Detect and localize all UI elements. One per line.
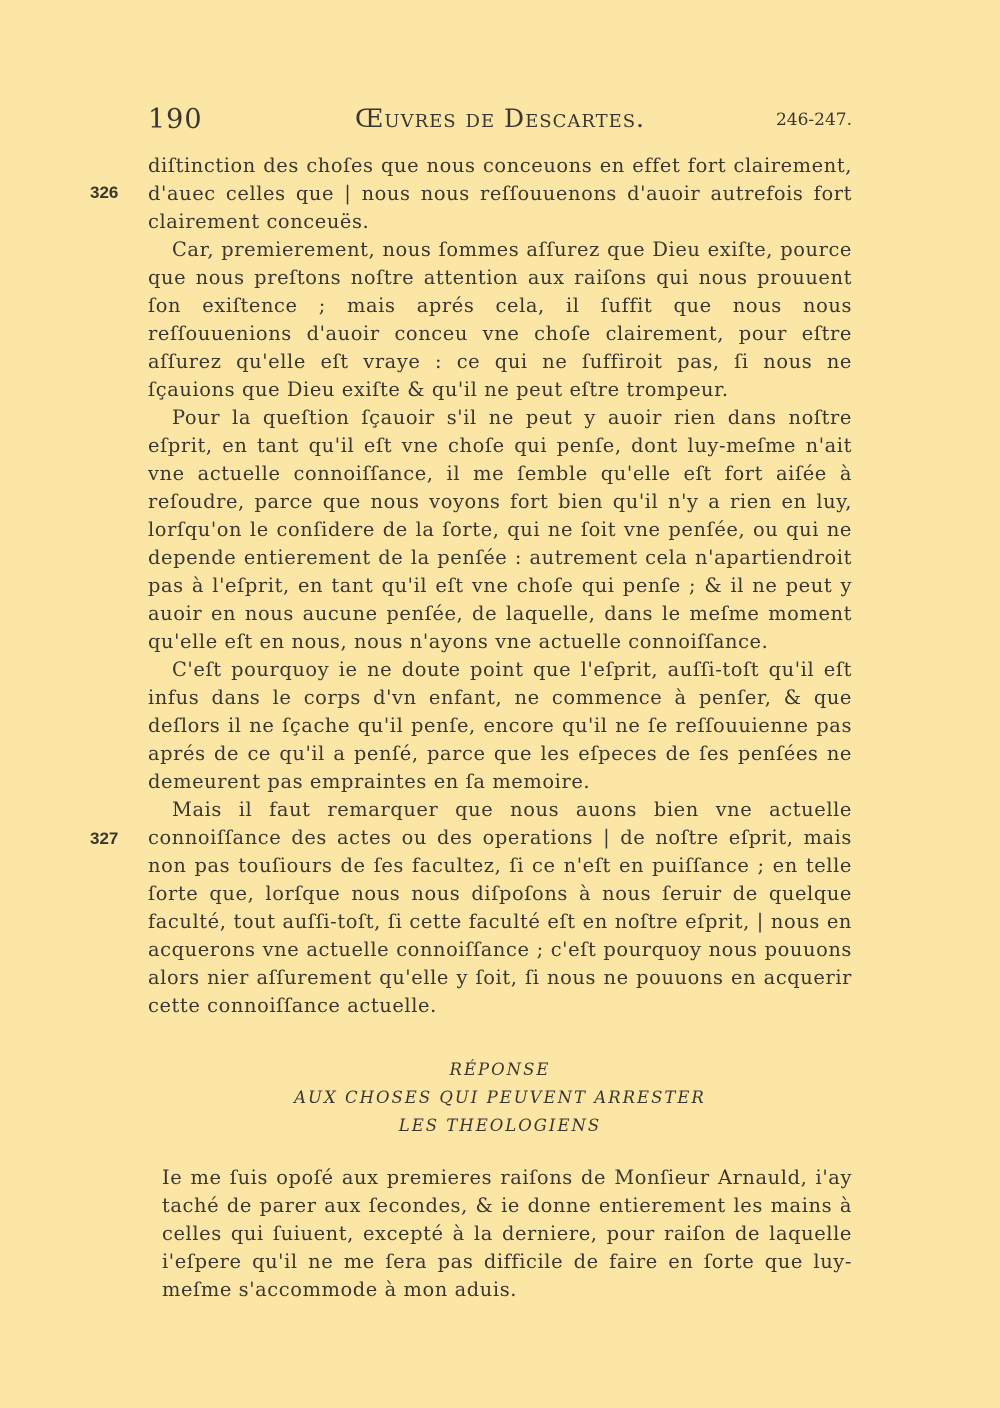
section-heading-line: AUX CHOSES QUI PEUVENT ARRESTER [294, 1088, 706, 1107]
paragraph: Pour la queſtion ſçauoir s'il ne peut y auoir rien dans noſtre eſprit, en tant qu'il eſt vne choſe qui penſe, dont luy-meſme n'ait vne actuelle connoiſſance, il me ſemble qu'elle eſt fort aiſée à reſoudre, parce que nous voyons fort bien qu'il n'y a rien en luy, lorſqu'on le conſidere de la ſorte, qui ne ſoit vne penſée, ou qui ne depende entierement de la penſée : autrement cela n'apartiendroit pas à l'eſprit, en tant qu'il eſt vne choſe qui penſe ; & il ne peut y auoir en nous aucune penſée, de laquelle, dans le meſme moment qu'elle eſt en nous, nous n'ayons vne actuelle connoiſſance. [148, 406, 852, 653]
main-text [148, 152, 852, 1020]
paragraph: Car, premierement, nous ſommes aſſurez que Dieu exiſte, pource que nous preſtons noſtre attention aux raiſons qui nous prouuent ſon exiſtence ; mais aprés cela, il ſuffit que nous nous reſſouuenions d'auoir conceu vne choſe clairement, pour eſtre aſſurez qu'elle eſt vraye : ce qui ne ſuffiroit pas, ſi nous ne ſçauions que Dieu exiſte & qu'il ne peut eſtre trompeur. [148, 238, 852, 401]
margin-number: 327 [90, 829, 119, 848]
paragraph: diſtinction des choſes que nous conceuons en effet fort clairement, d'auec celles que | nous nous reſſouuenons d'auoir autrefois fort clairement conceuës. [148, 154, 852, 233]
section-heading-line: RÉPONSE [449, 1060, 551, 1079]
running-title: Œuvres de Descartes. [354, 104, 646, 133]
paragraph: Ie me ſuis opoſé aux premieres raiſons de Monſieur Arnauld, i'ay taché de parer aux ſecondes, & ie donne entierement les mains à celles qui ſuiuent, excepté à la derniere, pour raiſon de laquelle i'eſpere qu'il ne me ſera pas difficile de faire en ſorte que luy-meſme s'accommode à mon aduis. [162, 1166, 852, 1301]
margin-number: 326 [90, 183, 119, 202]
section-heading-line: LES THEOLOGIENS [398, 1116, 602, 1135]
page-number: 190 [148, 104, 203, 135]
reply-text [162, 1164, 852, 1304]
paragraph: C'eſt pourquoy ie ne doute point que l'eſprit, auſſi-toſt qu'il eſt infus dans le corps d'vn enfant, ne commence à penſer, & que deſlors il ne ſçache qu'il penſe, encore qu'il ne ſe reſſouuienne pas aprés de ce qu'il a penſé, parce que les eſpeces de ſes penſées ne demeurent pas empraintes en ſa memoire. [148, 658, 852, 793]
page-header [148, 104, 852, 144]
page-reference: 246-247. [775, 110, 852, 130]
paragraph: Mais il faut remarquer que nous auons bien vne actuelle connoiſſance des actes ou des operations | de noſtre eſprit, mais non pas touſiours de ſes facultez, ſi ce n'eſt en puiſſance ; en telle ſorte que, lorſque nous nous diſpoſons à nous ſeruir de quelque faculté, tout auſſi-toſt, ſi cette faculté eſt en noſtre eſprit, | nous en acquerons vne actuelle connoiſſance ; c'eſt pourquoy nous pouuons alors nier aſſurement qu'elle y ſoit, ſi nous ne pouuons en acquerir cette connoiſſance actuelle. [148, 798, 852, 1017]
